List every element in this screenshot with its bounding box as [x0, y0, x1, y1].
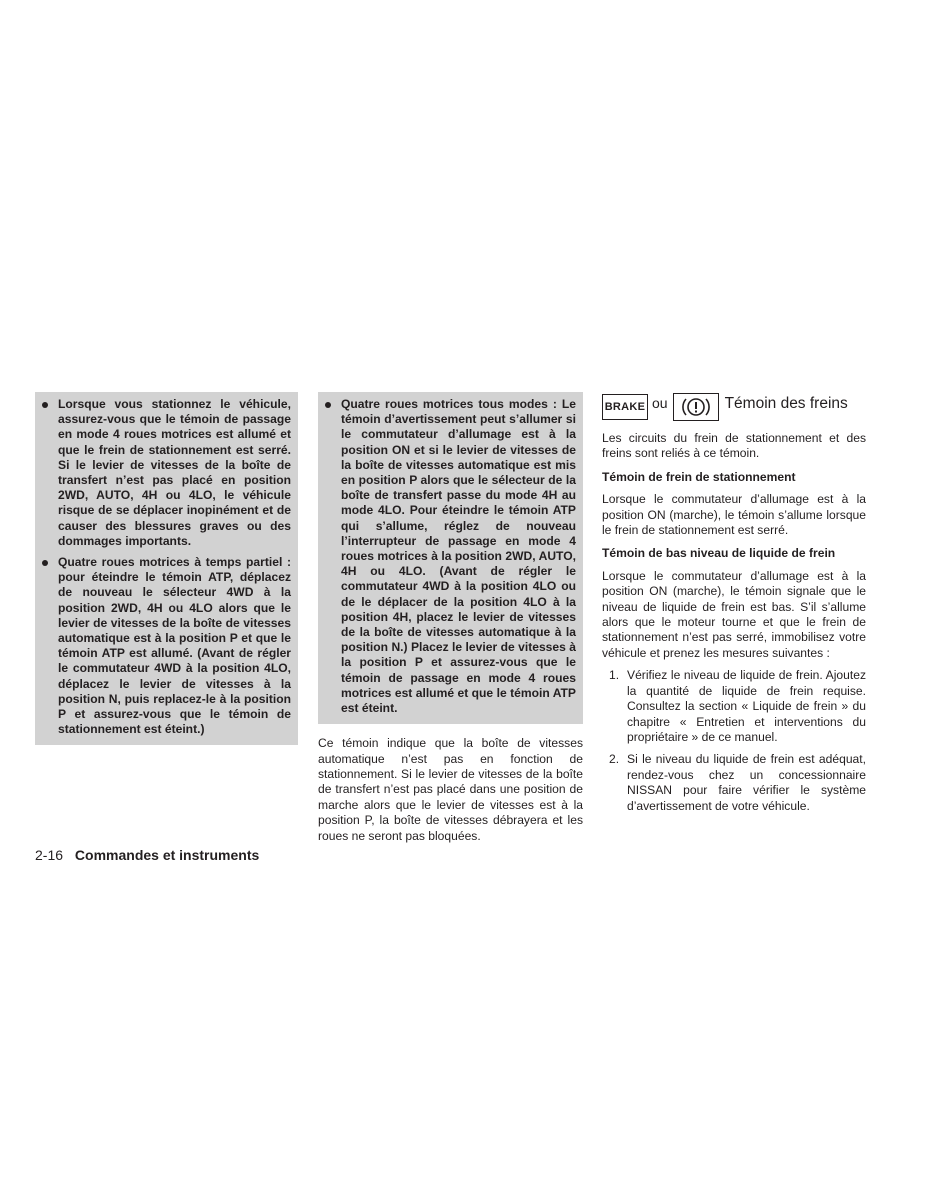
warning-bullet-text: Lorsque vous stationnez le véhicule, assurez-vous que le témoin de passage en mode 4 roues motrices est allumé et que le frein de stationnement est serré. Si le levier de vitesses de la boîte de transfert n’est pas placé en position 2WD, AUTO, 4H ou 4LO, le véhicule risque de se déplacer inopinément et de causer des blessures graves ou des dommages importants. [58, 397, 291, 548]
step-text: Vérifiez le niveau de liquide de frein. Ajoutez la quantité de liquide de frein requise. Consultez la section « Liquide de frein » du chapitre « Entretien et interventions du propriétaire » de ce manuel. [627, 668, 866, 744]
steps-list [602, 668, 866, 814]
step-number: 2. [609, 752, 620, 767]
atp-paragraph: Ce témoin indique que la boîte de vitesses automatique n’est pas en fonction de stationnement. Si le levier de vitesses de la boîte de transfert n’est pas placé dans une position de marche alors que le levier de vitesses est à la position P, la boîte de vitesses débrayera et les roues ne seront pas bloquées. [318, 736, 583, 843]
bullet-dot-icon [42, 402, 48, 408]
bullet-dot-icon [42, 560, 48, 566]
list-item [602, 668, 866, 745]
brake-warning-header [602, 393, 866, 421]
step-number: 1. [609, 668, 620, 683]
bullet-dot-icon [325, 402, 331, 408]
right-column [602, 393, 866, 821]
step-text: Si le niveau du liquide de frein est adéquat, rendez-vous chez un concessionnaire NISSAN pour faire vérifier le système d’avertissement de votre véhicule. [627, 752, 866, 813]
warning-box-middle [318, 392, 583, 724]
warning-bullet-text: Quatre roues motrices tous modes : Le témoin d’avertissement peut s’allumer si le commutateur d’allumage est à la position ON et si le levier de vitesses de la boîte de vitesses automatique est mis en position P alors que le sélecteur de la boîte de transfert passe du mode 4H au mode 4LO. Pour éteindre le témoin ATP qui s’allume, réglez de nouveau l’interrupteur de passage en mode 4 roues motrices à la position 2WD, AUTO, 4H ou 4LO. (Avant de régler le commutateur 4WD à la position 4LO ou de le déplacer de la position 4LO à la position 4H, placez le levier de vitesses de la boîte de vitesses automatique à la position N.) Placez le levier de vitesses à la position P et assurez-vous que le témoin de passage en mode 4 roues motrices est allumé et que le témoin ATP est éteint. [341, 397, 576, 716]
page-footer [35, 847, 259, 863]
page-number: 2-16 [35, 847, 64, 863]
or-separator: ou [652, 395, 668, 411]
parking-brake-paragraph: Lorsque le commutateur d’allumage est à la position ON (marche), le témoin s’allume lorsque le frein de stationnement est serré. [602, 492, 866, 538]
section-title: Témoin des freins [724, 395, 848, 412]
low-fluid-heading: Témoin de bas niveau de liquide de frein [602, 546, 836, 561]
brake-lamp-label: BRAKE [604, 401, 646, 413]
middle-column [318, 392, 583, 851]
brake-lamp-icon [602, 394, 648, 420]
brake-warning-icon [673, 393, 719, 421]
warning-bullet-text: Quatre roues motrices à temps partiel : pour éteindre le témoin ATP, déplacez de nouveau le sélecteur 4WD à la position 2WD, 4H ou 4LO alors que le levier de vitesses de la boîte de vitesses automatique est à la position P et que le témoin ATP est allumé. (Avant de régler le commutateur 4WD à la position 4LO, déplacez le levier de vitesses à la position N, puis replacez-le à la position P et assurez-vous que le témoin de stationnement est éteint.) [58, 555, 291, 737]
warning-bullet [324, 397, 576, 716]
list-item [602, 752, 866, 814]
warning-bullet [41, 397, 291, 549]
warning-box-left [35, 392, 298, 745]
intro-paragraph: Les circuits du frein de stationnement et des freins sont reliés à ce témoin. [602, 431, 866, 461]
section-name: Commandes et instruments [74, 847, 260, 863]
low-fluid-paragraph: Lorsque le commutateur d’allumage est à la position ON (marche), le témoin signale que le niveau de liquide de frein est bas. S’il s’allume alors que le moteur tourne et que le frein de stationnement n’est pas serré, immobilisez votre véhicule et prenez les mesures suivantes : [602, 568, 866, 660]
parking-brake-heading: Témoin de frein de stationnement [602, 469, 796, 484]
warning-bullet [41, 555, 291, 737]
